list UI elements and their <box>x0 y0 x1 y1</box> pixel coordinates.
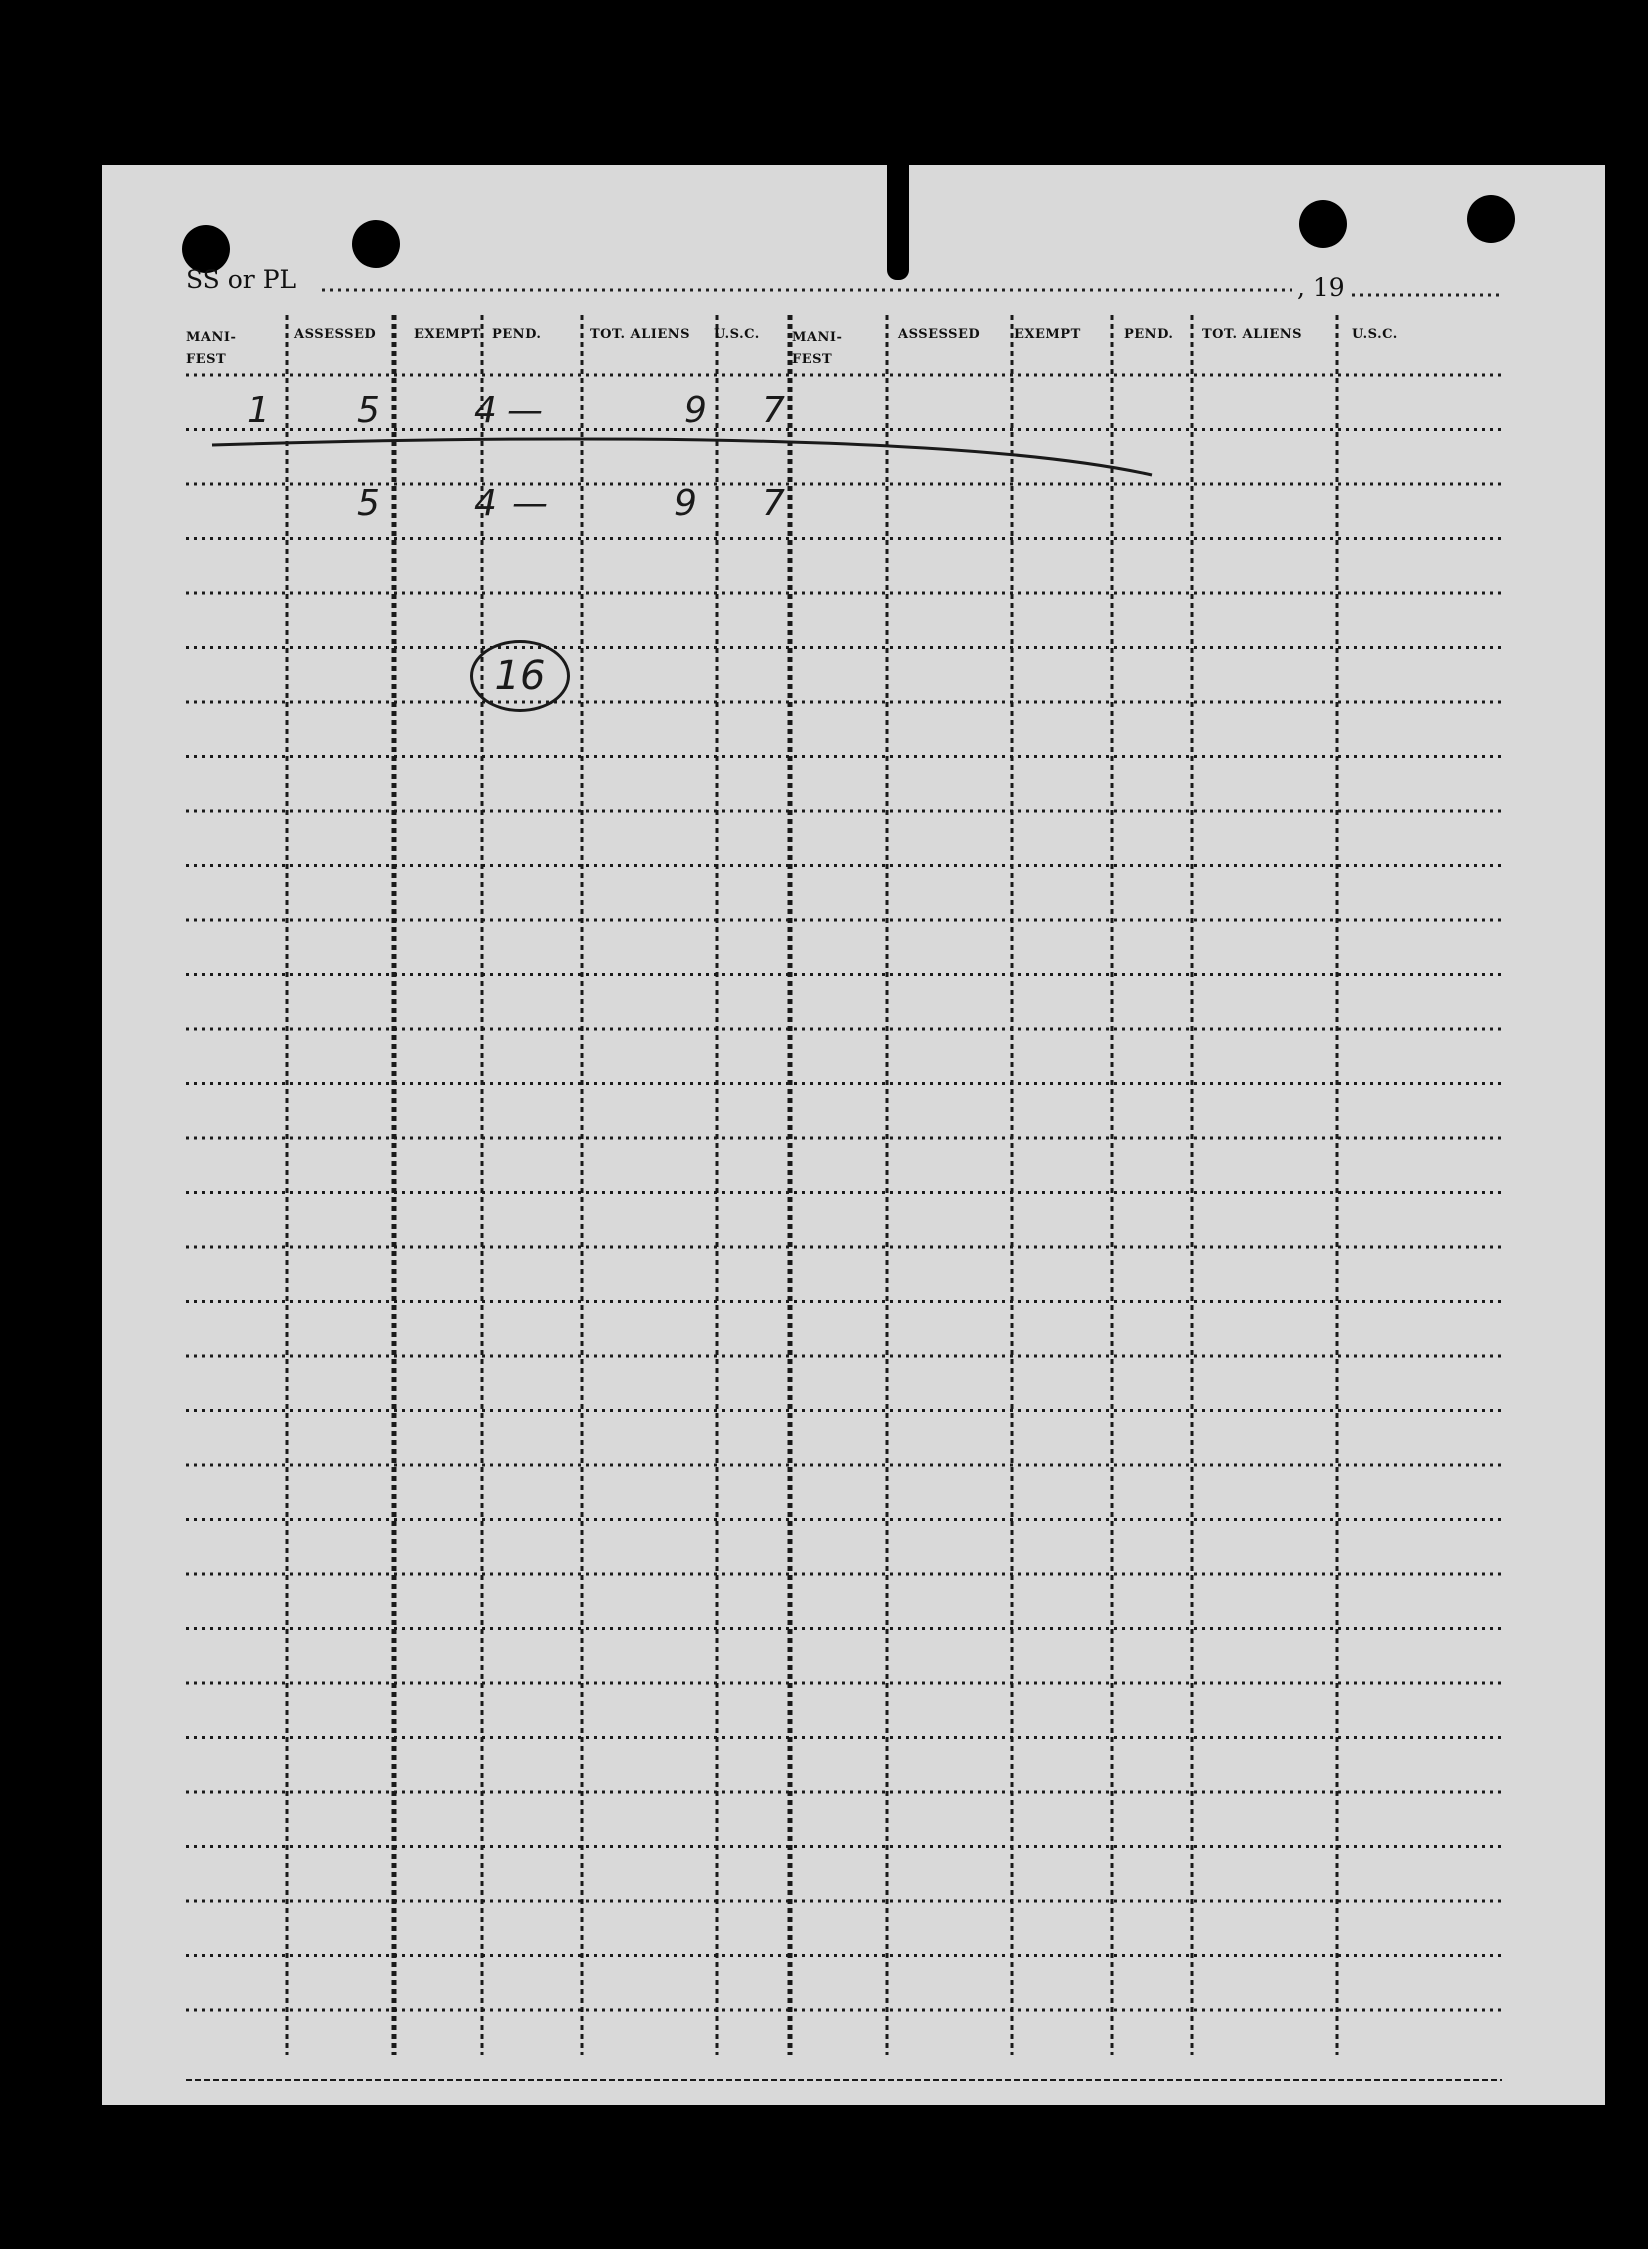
col-tot-aliens-label-2: TOT. ALIENS <box>1202 327 1303 342</box>
col-pend-label-2: PEND. <box>1124 327 1174 342</box>
total-assessed: 5 <box>357 483 380 524</box>
row1-usc: 7 <box>762 390 785 431</box>
row1-manifest: 1 <box>247 390 270 431</box>
total-exempt: 4 <box>474 483 497 524</box>
row1-assessed: 5 <box>357 390 380 431</box>
row1-tot-aliens: 9 <box>684 390 707 431</box>
row1-pend: — <box>507 390 543 431</box>
total-pend: — <box>512 483 548 524</box>
col-exempt-label-2: EXEMPT <box>1014 327 1081 342</box>
circled-total: 16 <box>470 640 570 712</box>
col-usc-label: U.S.C. <box>714 327 760 342</box>
col-pend-label: PEND. <box>492 327 542 342</box>
row1-exempt: 4 <box>474 390 497 431</box>
total-tot-aliens: 9 <box>674 483 697 524</box>
total-usc: 7 <box>762 483 785 524</box>
col-manifest-label: MANI- FEST <box>186 330 237 367</box>
form-page <box>102 165 1605 2105</box>
col-assessed-label: ASSESSED <box>294 327 377 342</box>
year-prefix: , 19 <box>1297 273 1345 302</box>
vessel-label: SS or PL <box>186 265 297 294</box>
col-manifest-label-2: MANI- FEST <box>792 330 843 367</box>
total-underline <box>102 165 1605 565</box>
col-assessed-label-2: ASSESSED <box>898 327 981 342</box>
col-tot-aliens-label: TOT. ALIENS <box>590 327 691 342</box>
col-exempt-label: EXEMPT <box>414 327 481 342</box>
col-usc-label-2: U.S.C. <box>1352 327 1398 342</box>
